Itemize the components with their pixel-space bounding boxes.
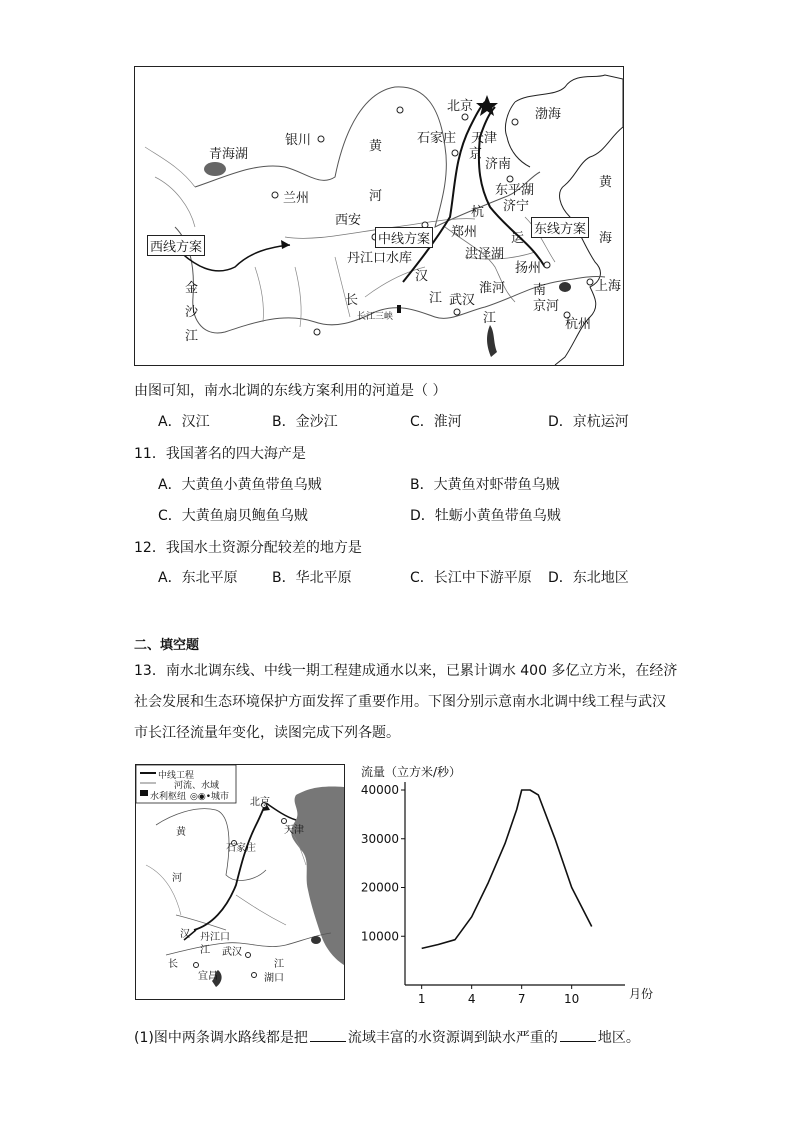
label2-wuhan: 武汉 [222,947,242,958]
label-hang: 杭 [471,205,485,220]
label-jinan: 济南 [485,157,512,172]
legend-zhongxian: 中线工程 [158,771,195,781]
label-zhongxian: 中线方案 [375,227,433,248]
q10-option-c[interactable]: C．淮河 [410,414,462,430]
q12-option-a[interactable]: A．东北平原 [158,570,238,586]
label2-he: 河 [172,873,182,884]
label-yangzhou: 扬州 [515,261,542,276]
label2-huang: 黄 [176,827,186,838]
y-tick-label: 30000 [360,831,399,846]
q13-sub1 [134,1027,640,1047]
q12-stem: 12．我国水土资源分配较差的地方是 [134,540,362,556]
q11-option-a[interactable]: A．大黄鱼小黄鱼带鱼乌贼 [158,477,322,493]
label2-tianjin: 天津 [284,825,304,836]
q10-option-a[interactable]: A．汉江 [158,414,210,430]
label-han: 汉 [415,269,429,284]
q10-stem: 由图可知，南水北调的东线方案利用的河道是（ ） [134,383,447,399]
label-hai: 海 [599,231,613,246]
label-hangzhou: 杭州 [565,317,592,332]
q11-option-b[interactable]: B．大黄鱼对虾带鱼乌贼 [410,477,560,493]
label-huaihe: 淮河 [479,281,506,296]
label-jing: 京 [469,147,483,162]
label-sha: 沙 [185,305,199,320]
label-dongpinghu: 东平湖 [495,183,535,198]
series-line [422,790,592,948]
label-he: 河 [369,189,383,204]
middle-route-map [135,764,345,1000]
label2-yichang: 宜昌 [198,971,218,982]
y-tick-label: 10000 [360,929,399,944]
x-tick-label: 4 [467,992,476,1006]
x-axis-label: 月份 [629,987,654,1001]
label-sanxia: 长江三峡 [357,312,394,322]
q11-option-c[interactable]: C．大黄鱼扇贝鲍鱼乌贼 [158,508,308,524]
label-wuhan: 武汉 [449,293,476,308]
q10-option-d[interactable]: D．京杭运河 [548,414,629,430]
label-dongxian: 东线方案 [531,217,589,238]
label-jiang2: 江 [185,329,199,344]
q12-option-d[interactable]: D．东北地区 [548,570,629,586]
q13-sub1-part-c: 地区。 [597,1030,640,1046]
q13-line1: 13．南水北调东线、中线一期工程建成通水以来，已累计调水 400 多亿立方米，在经济 [134,663,678,679]
label2-beijing: 北京 [250,797,270,808]
label2-han: 汉 [180,929,190,940]
x-tick-label: 1 [417,992,426,1006]
q13-sub1-part-a: (1)图中两条调水路线都是把 [134,1030,308,1046]
q10-option-b[interactable]: B．金沙江 [272,414,338,430]
label-lanzhou: 兰州 [283,191,310,206]
label-shijiazhuang: 石家庄 [417,131,457,146]
label-yinchuan: 银川 [285,133,312,148]
q13-sub1-part-b: 流域丰富的水资源调到缺水严重的 [347,1030,558,1046]
label-beijing: 北京 [447,99,474,114]
label-danjiangkou: 丹江口水库 [347,251,413,266]
y-tick-label: 20000 [360,880,399,895]
section-title: 二、填空题 [134,638,200,653]
label-jing2: 京河 [533,299,560,314]
label2-chang: 长 [168,959,178,970]
label2-jiang2: 江 [274,959,284,970]
x-tick-label: 10 [564,992,580,1006]
label-qinghaihu: 青海湖 [209,147,249,162]
label-xian: 西安 [335,213,362,228]
flow-chart-svg [355,764,655,1014]
legend-heliu: 河流、水域 [174,781,220,791]
label-zhengzhou: 郑州 [451,225,478,240]
label2-hukou: 湖口 [264,973,284,984]
q12-option-b[interactable]: B．华北平原 [272,570,352,586]
flow-chart [355,764,655,1014]
label-bohai: 渤海 [535,107,562,122]
q13-line3: 市长江径流量年变化，读图完成下列各题。 [134,725,400,741]
legend-shuili: 水利枢纽 [150,792,187,802]
south-north-water-diversion-map [134,66,624,366]
label-jining: 济宁 [503,199,530,214]
label2-shijiazhuang: 石家庄 [226,843,256,854]
label-chang: 长 [345,293,359,308]
x-tick-label: 7 [517,992,526,1006]
y-axis-label: 流量（立方米/秒） [361,765,462,779]
label-jin: 金 [185,281,199,296]
label-yun: 运 [511,231,525,246]
y-tick-label: 40000 [360,783,399,797]
q11-stem: 11．我国著名的四大海产是 [134,446,306,462]
q13-blank-1[interactable] [310,1040,346,1042]
label2-danjiangkou: 丹江口 [200,932,230,943]
label-huang1: 黄 [369,139,383,154]
label-hongzehu: 洪泽湖 [465,247,505,262]
legend-chengshi: ◎◉•城市 [190,792,230,802]
label-jiang3: 江 [483,311,497,326]
label-xixian: 西线方案 [147,235,205,256]
label-nan: 南 [533,283,547,298]
label-jiang1: 江 [429,291,443,306]
q13-line2: 社会发展和生态环境保护方面发挥了重要作用。下图分别示意南水北调中线工程与武汉 [134,694,666,710]
q11-option-d[interactable]: D．牡蛎小黄鱼带鱼乌贼 [410,508,561,524]
q13-blank-2[interactable] [560,1040,596,1042]
q12-option-c[interactable]: C．长江中下游平原 [410,570,532,586]
label-tianjin: 天津 [471,131,498,146]
label2-jiang: 江 [200,945,210,956]
label-huang-sea: 黄 [599,175,613,190]
label-shanghai: 上海 [595,279,622,294]
